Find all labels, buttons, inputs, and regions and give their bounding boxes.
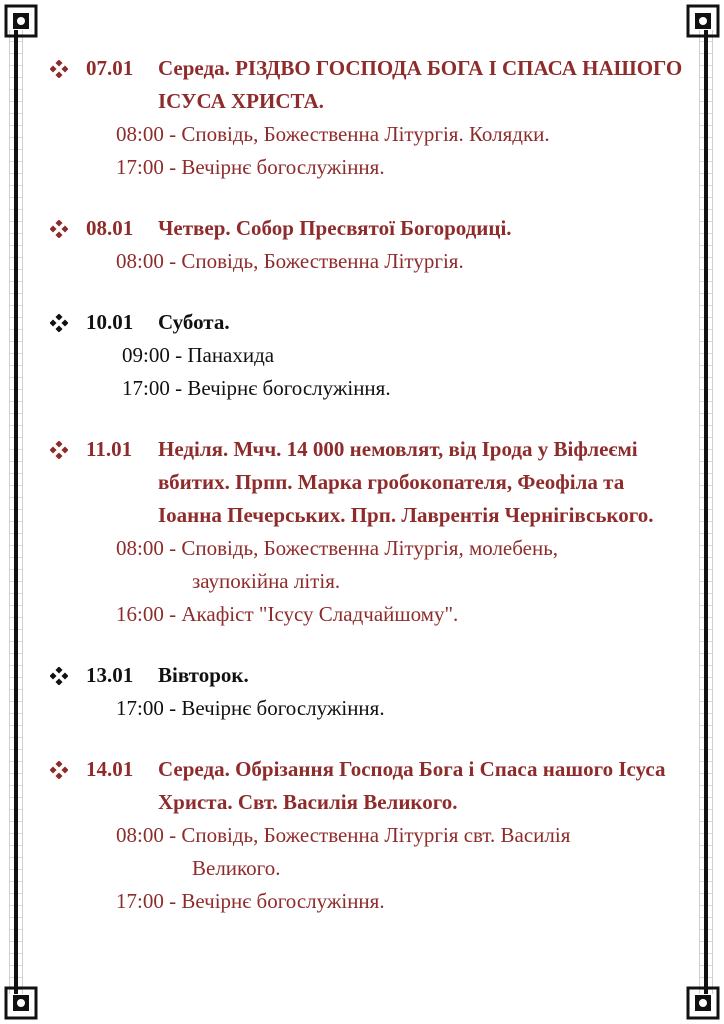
service-text: 17:00 - Вечірнє богослужіння.: [116, 889, 385, 913]
schedule-entry: [50, 433, 690, 631]
schedule-entry: [50, 306, 690, 405]
service-text: 17:00 - Вечірнє богослужіння.: [122, 376, 391, 400]
entry-title: Субота.: [158, 310, 230, 334]
corner-ornament-icon: [4, 986, 38, 1020]
service-line: [50, 339, 690, 372]
entry-header: [50, 52, 690, 118]
entry-title: Середа. Обрізання Господа Бога і Спаса нашого Ісуса Христа. Свт. Василія Великого.: [158, 757, 666, 814]
schedule-entry: [50, 659, 690, 725]
entry-title: Середа. РІЗДВО ГОСПОДА БОГА І СПАСА НАШОГО ІСУСА ХРИСТА.: [158, 56, 683, 113]
entry-date: 08.01: [86, 216, 134, 240]
service-line: [50, 372, 690, 405]
service-text: 09:00 - Панахида: [122, 343, 275, 367]
service-line: [50, 598, 690, 631]
service-text-continued: Великого.: [192, 856, 281, 880]
service-text: 08:00 - Сповідь, Божественна Літургія свт. Василія: [116, 823, 571, 847]
corner-ornament-icon: [686, 986, 720, 1020]
service-text: 17:00 - Вечірнє богослужіння.: [116, 155, 385, 179]
diamond-bullet-icon: [50, 306, 86, 339]
service-text: 08:00 - Сповідь, Божественна Літургія. Колядки.: [116, 122, 550, 146]
service-line: [50, 245, 690, 278]
service-line: [50, 118, 690, 151]
service-text-continued: заупокійна літія.: [192, 569, 341, 593]
entry-title: Неділя. Мчч. 14 000 немовлят, від Ірода у Віфлеємі вбитих. Прпп. Марка гробокопателя, Феофіла та Іоанна Печерських. Прп. Лаврентія Чернігівського.: [158, 437, 654, 527]
right-border: [699, 30, 713, 994]
service-line: [50, 819, 690, 885]
entry-header: [50, 659, 690, 692]
service-text: 16:00 - Акафіст "Ісусу Сладчайшому".: [116, 602, 459, 626]
service-line: [50, 151, 690, 184]
service-line: [50, 692, 690, 725]
entry-header: [50, 212, 690, 245]
entry-date: 11.01: [86, 437, 133, 461]
entry-header: [50, 433, 690, 532]
diamond-bullet-icon: [50, 433, 86, 466]
diamond-bullet-icon: [50, 753, 86, 786]
service-line: [50, 532, 690, 598]
entry-header: [50, 306, 690, 339]
entry-header: [50, 753, 690, 819]
corner-ornament-icon: [4, 4, 38, 38]
diamond-bullet-icon: [50, 659, 86, 692]
schedule-entry: [50, 212, 690, 278]
service-text: 08:00 - Сповідь, Божественна Літургія, молебень,: [116, 536, 559, 560]
schedule-entry: [50, 753, 690, 918]
entry-date: 13.01: [86, 663, 134, 687]
entry-date: 10.01: [86, 310, 134, 334]
service-text: 08:00 - Сповідь, Божественна Літургія.: [116, 249, 464, 273]
entry-date: 07.01: [86, 56, 134, 80]
left-border: [9, 30, 23, 994]
entry-title: Вівторок.: [158, 663, 249, 687]
diamond-bullet-icon: [50, 52, 86, 85]
corner-ornament-icon: [686, 4, 720, 38]
diamond-bullet-icon: [50, 212, 86, 245]
entry-date: 14.01: [86, 757, 134, 781]
service-line: [50, 885, 690, 918]
entry-title: Четвер. Собор Пресвятої Богородиці.: [158, 216, 512, 240]
service-text: 17:00 - Вечірнє богослужіння.: [116, 696, 385, 720]
schedule-entry: [50, 52, 690, 184]
schedule: [50, 52, 690, 946]
